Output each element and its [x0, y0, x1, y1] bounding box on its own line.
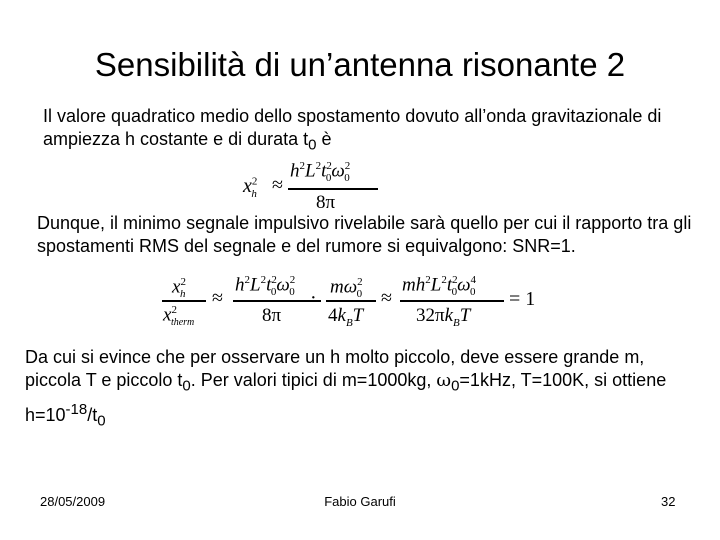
eq2-num-3: $m\omega^2_0$	[330, 276, 363, 301]
paragraph-conclusion	[25, 346, 705, 432]
footer-author: Fabio Garufi	[324, 494, 396, 509]
eq2-bar-4	[400, 300, 504, 302]
eq2-approx-1: ≈	[212, 287, 223, 309]
paragraph-snr: Dunque, il minimo segnale impulsivo rivelabile sarà quello per cui il rapporto tra gli spostamenti RMS del segnale e del rumore si equivalgono: SNR=1.	[37, 213, 692, 256]
para3-superscript: -18	[65, 400, 88, 418]
eq2-den-4: $32\pi k_BT$	[416, 305, 471, 329]
eq2-equals: = 1	[509, 288, 536, 310]
eq2-bar-2	[233, 300, 321, 302]
para3-text-3: =1kHz, T=100K, si ottiene h=10	[25, 370, 667, 425]
eq2-num-2: $h^2L^2t^2_0\omega^2_0$	[235, 274, 296, 299]
para1-tail: è	[316, 129, 332, 149]
para1-text: Il valore quadratico medio dello spostamento dovuto all’onda gravitazionale di ampiezza h costante e di durata t	[43, 106, 662, 149]
para1-subscript: 0	[308, 136, 317, 154]
eq2-den-2: 8π	[262, 305, 282, 326]
eq2-num-4: $mh^2L^2t^2_0\omega^4_0$	[402, 274, 477, 299]
footer-date: 28/05/2009	[40, 494, 106, 509]
eq2-den-3: $4k_BT$	[328, 305, 364, 329]
eq2-bar-1	[162, 300, 206, 302]
omega-symbol: ω	[436, 370, 452, 391]
eq1-denominator: 8π	[316, 192, 336, 213]
eq2-dot: ·	[310, 287, 317, 309]
footer-page-number: 32	[661, 494, 676, 509]
eq1-fraction-bar	[288, 188, 378, 190]
eq2-lhs-num: $x^2_h$	[172, 276, 186, 301]
eq1-lhs: $x^2_h$	[243, 175, 258, 200]
slide-title: Sensibilità di un’antenna risonante 2	[94, 46, 626, 83]
eq2-bar-3	[326, 300, 376, 302]
para3-sub-2: 0	[451, 377, 460, 395]
eq2-lhs-den: $x^2_{therm}$	[163, 304, 195, 329]
para3-sub-1: 0	[182, 377, 191, 395]
paragraph-intro	[43, 105, 683, 157]
para3-text-4: /t	[87, 404, 98, 425]
eq2-approx-2: ≈	[381, 287, 392, 309]
eq1-numerator: $h^2L^2t^2_0\omega^2_0$	[290, 160, 351, 185]
para3-sub-3: 0	[97, 412, 106, 430]
para3-text-2: . Per valori tipici di m=1000kg,	[190, 370, 437, 390]
para3-text: Da cui si evince che per osservare un h molto piccolo, deve essere grande m, piccola T e piccolo t	[25, 347, 645, 390]
eq1-approx: ≈	[272, 174, 283, 196]
